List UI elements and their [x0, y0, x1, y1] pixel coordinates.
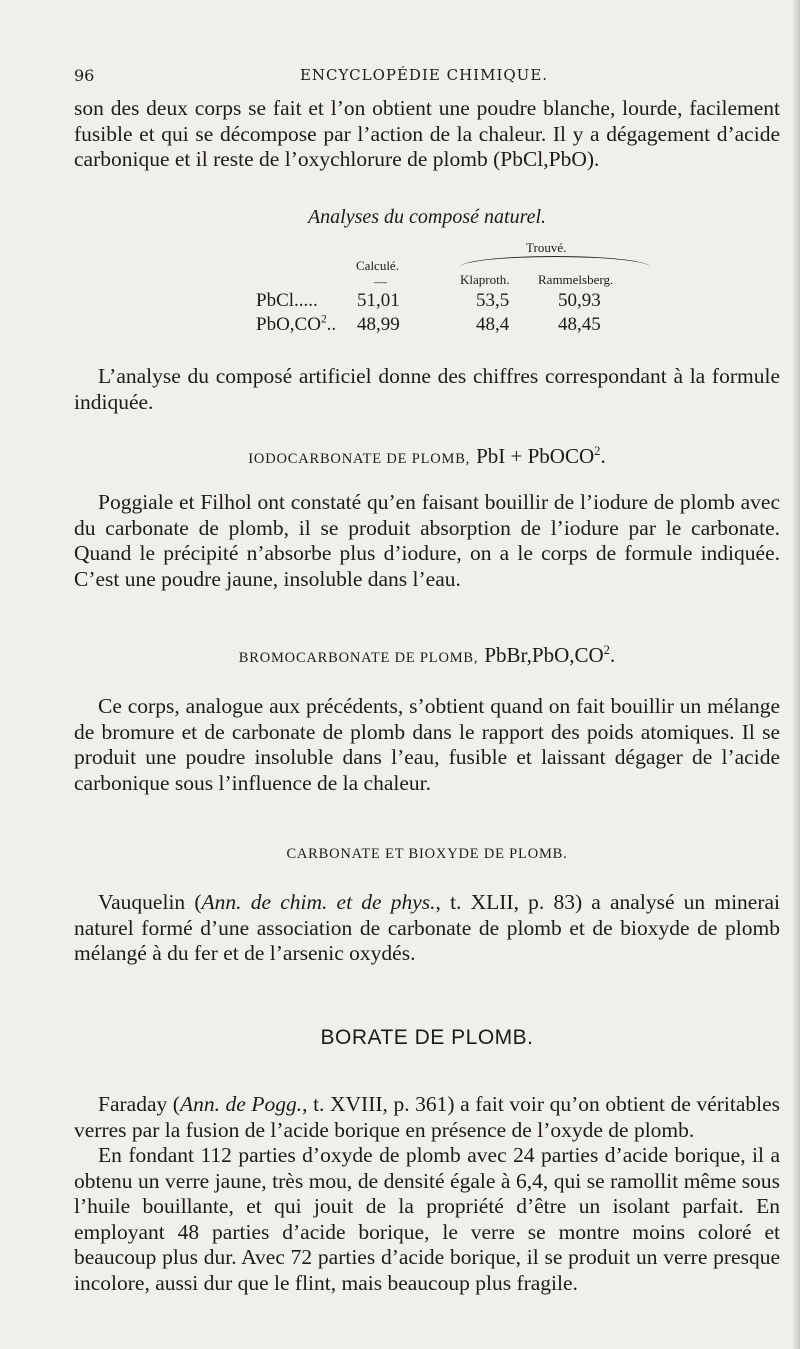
cell-klaproth: 48,4 [476, 314, 510, 335]
table-caption: Analyses du composé naturel. [307, 206, 547, 228]
section-heading-borate: BORATE DE PLOMB. [320, 1026, 534, 1049]
page-number: 96 [74, 66, 95, 85]
analysis-table [250, 240, 650, 340]
running-title: ENCYCLOPÉDIE CHIMIQUE. [299, 66, 549, 84]
section-heading-bromocarbonate [74, 643, 780, 668]
paragraph-bromocarbonate: Ce corps, analogue aux précédents, s’obtient quand on fait bouillir un mélange de bromure et de carbonate de plomb dans le rapport des poids atomiques. Il se produit une poudre insoluble dans l’eau, fusible et laissant dégager de l’acide carbonique sous l’influence de la chaleur. [74, 694, 780, 795]
paragraph-borate-experiments: En fondant 112 parties d’oxyde de plomb avec 24 parties d’acide borique, il a obtenu un verre jaune, très mou, de densité égale à 6,4, qui se ramollit même sous l’huile bouillante, et qui jouit de la propriété d’être un isolant parfait. En employant 48 parties d’acide borique, le verre se montre moins coloré et beaucoup plus dur. Avec 72 parties d’acide borique, il se produit un verre presque incolore, aussi dur que le flint, mais beaucoup plus fragile. [74, 1143, 780, 1295]
paragraph-continued: son des deux corps se fait et l’on obtient une poudre blanche, lourde, facilement fusible et qui se décompose par l’action de la chaleur. Il y a dégagement d’acide carbonique et il reste de l’oxychlorure de plomb (PbCl,PbO). [74, 96, 780, 171]
cell-rammelsberg: 50,93 [558, 290, 601, 311]
col-header-calcule: Calculé. [356, 258, 399, 273]
col-header-calcule-dash: — [374, 274, 387, 289]
page-edge-shadow [792, 0, 800, 1349]
section-title: BROMOCARBONATE DE PLOMB, [238, 650, 479, 666]
paragraph-iodocarbonate: Poggiale et Filhol ont constaté qu’en faisant bouillir de l’iodure de plomb avec du carbonate de plomb, il se produit absorption de l’iodure par le carbonate. Quand le précipité n’absorbe plus d’iodure, on a le corps de formule indiquée. C’est une poudre jaune, insoluble dans l’eau. [74, 490, 780, 591]
paragraph-faraday: Faraday (Ann. de Pogg., t. XVIII, p. 361) a fait voir qu’on obtient de véritables verres par la fusion de l’acide borique en présence de l’oxyde de plomb. [74, 1092, 781, 1142]
col-header-rammelsberg: Rammelsberg. [538, 272, 614, 287]
cell-calcule: 48,99 [357, 314, 400, 335]
cell-klaproth: 53,5 [476, 290, 510, 311]
trouve-brace [460, 256, 650, 267]
cell-calcule: 51,01 [357, 290, 400, 311]
paragraph-analysis: L’analyse du composé artificiel donne des chiffres correspondant à la formule indiquée. [74, 364, 780, 414]
section-heading-carbonate-bioxyde: CARBONATE ET BIOXYDE DE PLOMB. [286, 846, 568, 862]
col-header-trouve: Trouvé. [526, 240, 567, 255]
cell-rammelsberg: 48,45 [558, 314, 601, 335]
col-header-klaproth: Klaproth. [460, 272, 510, 287]
paragraph-vauquelin: Vauquelin (Ann. de chim. et de phys., t. XLII, p. 83) a analysé un minerai naturel formé d’une association de carbonate de plomb et de bioxyde de plomb mélangé à du fer et de l’arsenic oxydés. [74, 890, 781, 965]
row-label: PbCl..... [256, 290, 318, 311]
page-header [74, 66, 774, 90]
row-label: $PbO,CO^2$.. [256, 313, 337, 335]
section-title: IODOCARBONATE DE PLOMB, [248, 451, 471, 467]
section-formula: $PbBr,PbO,CO^2$. [484, 643, 616, 667]
section-formula: PbI + PbOCO$^2$. [476, 444, 606, 468]
section-heading-iodocarbonate [74, 444, 780, 469]
